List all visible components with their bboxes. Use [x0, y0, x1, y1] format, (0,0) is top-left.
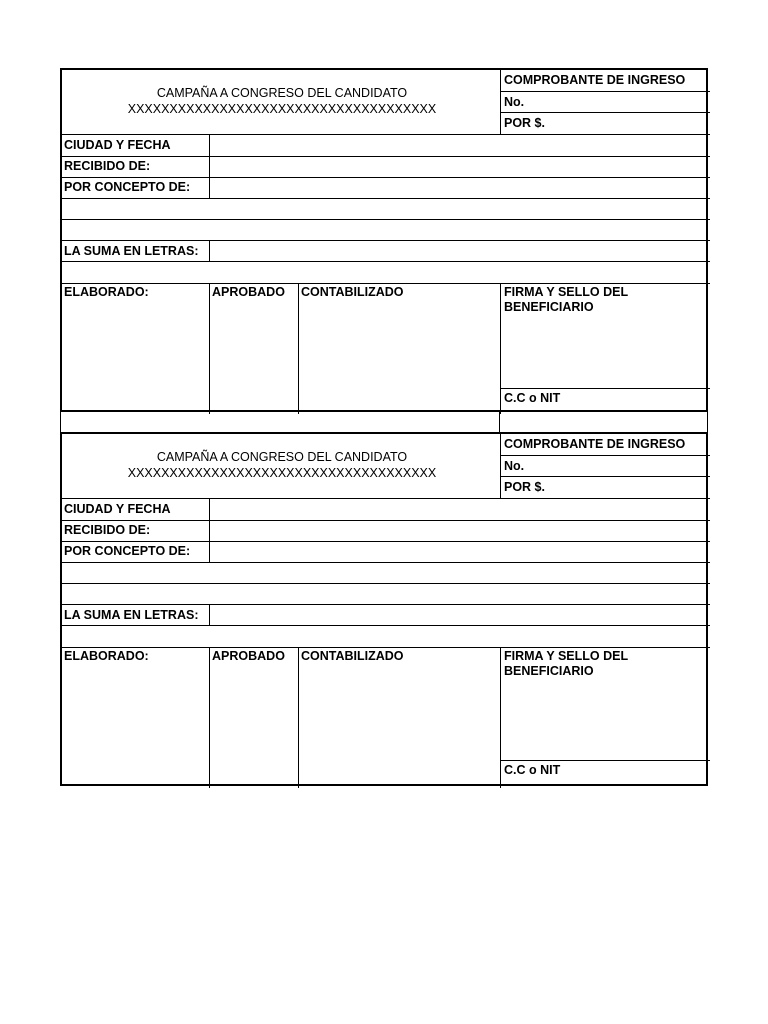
city-date-label: CIUDAD Y FECHA	[64, 138, 171, 152]
amount-words-label: LA SUMA EN LETRAS:	[64, 608, 199, 622]
received-from-label: RECIBIDO DE:	[64, 523, 151, 537]
receipt-form-1	[60, 68, 708, 412]
receipt-form-2	[60, 432, 708, 786]
approved-label: APROBADO	[212, 649, 285, 663]
received-from-label: RECIBIDO DE:	[64, 159, 151, 173]
signature-label: FIRMA Y SELLO DEL BENEFICIARIO	[504, 285, 628, 314]
accounted-label: CONTABILIZADO	[301, 285, 404, 299]
amount-words-label: LA SUMA EN LETRAS:	[64, 244, 199, 258]
city-date-label: CIUDAD Y FECHA	[64, 502, 171, 516]
number-field[interactable]: No.	[504, 459, 525, 473]
receipt-label: COMPROBANTE DE INGRESO	[504, 73, 686, 87]
signature-label: FIRMA Y SELLO DEL BENEFICIARIO	[504, 649, 628, 678]
receipt-label: COMPROBANTE DE INGRESO	[504, 437, 686, 451]
amount-field[interactable]: POR $.	[504, 480, 545, 494]
candidate-name: XXXXXXXXXXXXXXXXXXXXXXXXXXXXXXXXXXXXX	[127, 102, 437, 116]
campaign-title: CAMPAÑA A CONGRESO DEL CANDIDATO	[156, 450, 408, 464]
concept-label: POR CONCEPTO DE:	[64, 544, 191, 558]
accounted-label: CONTABILIZADO	[301, 649, 404, 663]
amount-field[interactable]: POR $.	[504, 116, 545, 130]
approved-label: APROBADO	[212, 285, 285, 299]
concept-label: POR CONCEPTO DE:	[64, 180, 191, 194]
campaign-title: CAMPAÑA A CONGRESO DEL CANDIDATO	[156, 86, 408, 100]
id-field[interactable]: C.C o NIT	[504, 391, 561, 405]
prepared-label: ELABORADO:	[64, 285, 149, 299]
number-field[interactable]: No.	[504, 95, 525, 109]
id-field[interactable]: C.C o NIT	[504, 763, 561, 777]
candidate-name: XXXXXXXXXXXXXXXXXXXXXXXXXXXXXXXXXXXXX	[127, 466, 437, 480]
prepared-label: ELABORADO:	[64, 649, 149, 663]
